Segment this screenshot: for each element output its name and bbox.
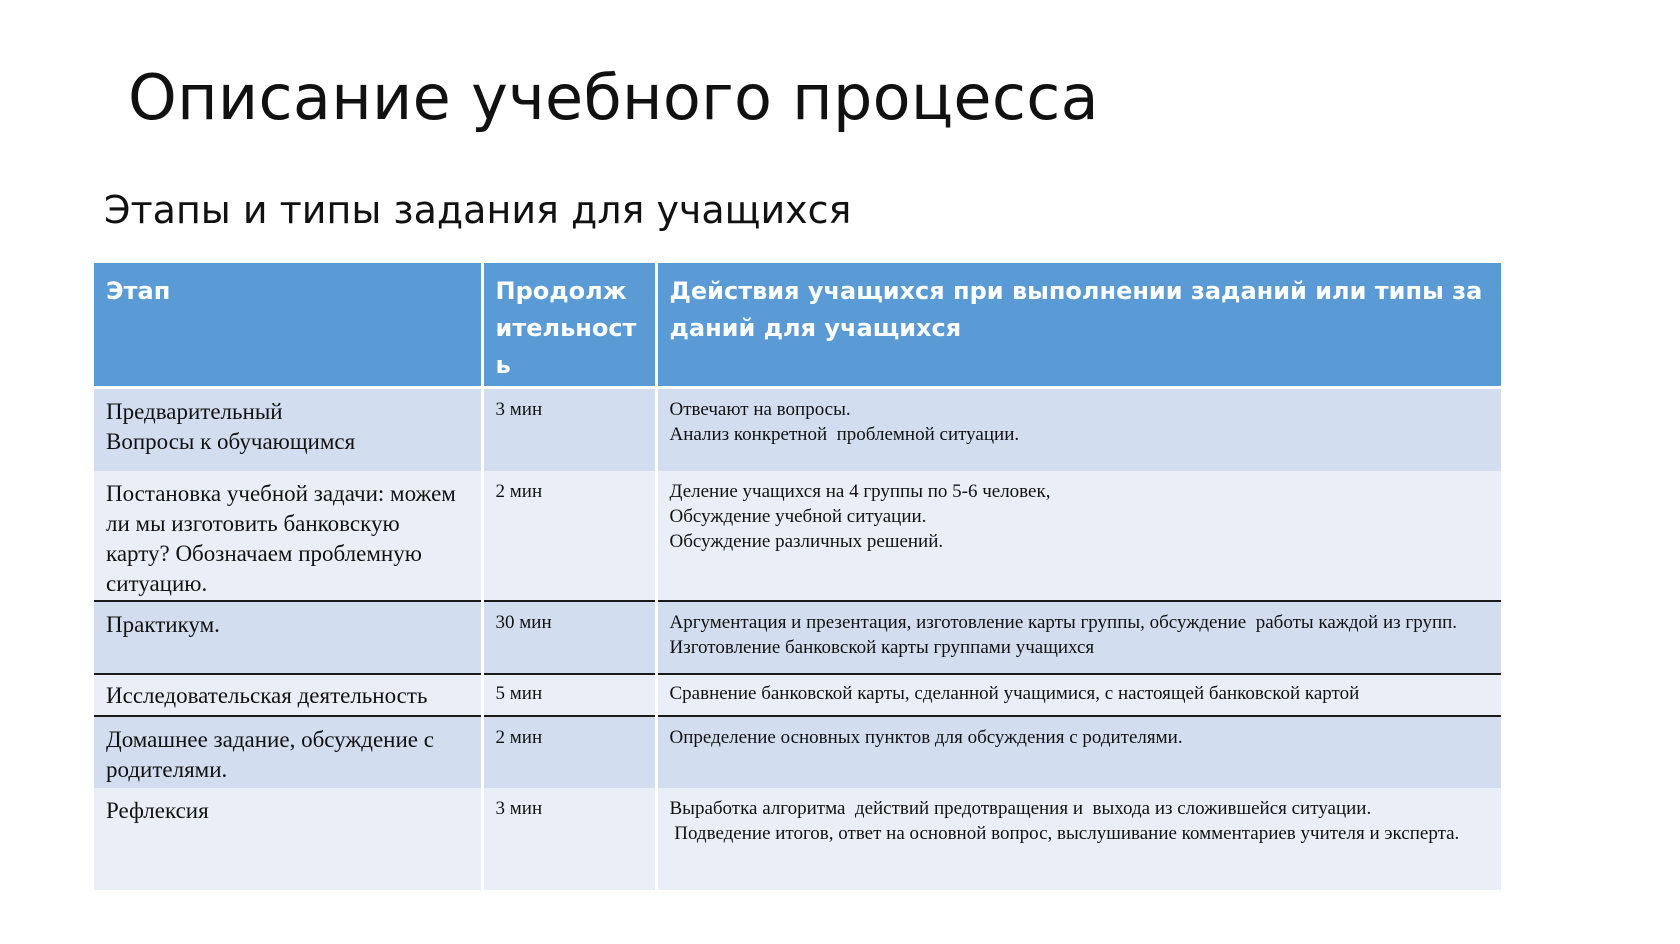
duration-cell: 3 мин: [482, 387, 656, 471]
actions-cell: [656, 471, 1501, 601]
duration-cell: 5 мин: [482, 674, 656, 716]
duration-cell: 2 мин: [482, 716, 656, 788]
duration-cell: 3 мин: [482, 788, 656, 890]
slide-title: Описание учебного процесса: [128, 61, 1099, 134]
action-line: Анализ конкретной проблемной ситуации.: [669, 423, 1020, 445]
actions-cell: [656, 716, 1501, 788]
stage-cell: Исследовательская деятельность: [94, 674, 482, 716]
actions-cell: [656, 674, 1501, 716]
action-line: Подведение итогов, ответ на основной вопрос, выслушивание комментариев учителя и эксперта.: [669, 823, 1460, 844]
stage-cell: Рефлексия: [94, 788, 482, 890]
duration-cell: 2 мин: [482, 471, 656, 601]
action-line: Обсуждение различных решений.: [669, 531, 944, 552]
stage-cell: [94, 387, 482, 471]
stage-line: Вопросы к обучающимся: [106, 428, 356, 454]
table-row: [94, 788, 1501, 890]
slide-subtitle: Этапы и типы задания для учащихся: [104, 188, 852, 232]
table-row: [94, 471, 1501, 601]
actions-cell: [656, 788, 1501, 890]
action-line: Отвечают на вопросы.: [669, 398, 851, 420]
actions-cell: [656, 601, 1501, 674]
action-line: Деление учащихся на 4 группы по 5-6 человек,: [669, 481, 1051, 502]
header-actions: Действия учащихся при выполнении заданий или типы заданий для учащихся: [656, 263, 1501, 387]
action-line: Обсуждение учебной ситуации.: [669, 506, 927, 527]
table-row: [94, 716, 1501, 788]
table-row: [94, 674, 1501, 716]
duration-cell: 30 мин: [482, 601, 656, 674]
stages-table: [94, 263, 1501, 890]
table-row: [94, 387, 1501, 471]
action-line: Определение основных пунктов для обсуждения с родителями.: [669, 727, 1183, 748]
header-stage: Этап: [94, 263, 482, 387]
header-duration: Продолжительность: [482, 263, 656, 387]
table-header-row: [94, 263, 1501, 387]
action-line: Сравнение банковской карты, сделанной учащимися, с настоящей банковской картой: [669, 683, 1360, 704]
action-line: Аргументация и презентация, изготовление карты группы, обсуждение работы каждой из групп. Изготовление банковской карты группами учащихся: [669, 612, 1462, 658]
table-row: [94, 601, 1501, 674]
stage-cell: Практикум.: [94, 601, 482, 674]
action-line: Выработка алгоритма действий предотвращения и выхода из сложившейся ситуации.: [669, 798, 1372, 819]
actions-cell: [656, 387, 1501, 471]
stage-cell: Постановка учебной задачи: можем ли мы изготовить банковскую карту? Обозначаем проблемную ситуацию.: [94, 471, 482, 601]
stage-line: Предварительный: [106, 398, 283, 424]
stage-cell: Домашнее задание, обсуждение с родителями.: [94, 716, 482, 788]
